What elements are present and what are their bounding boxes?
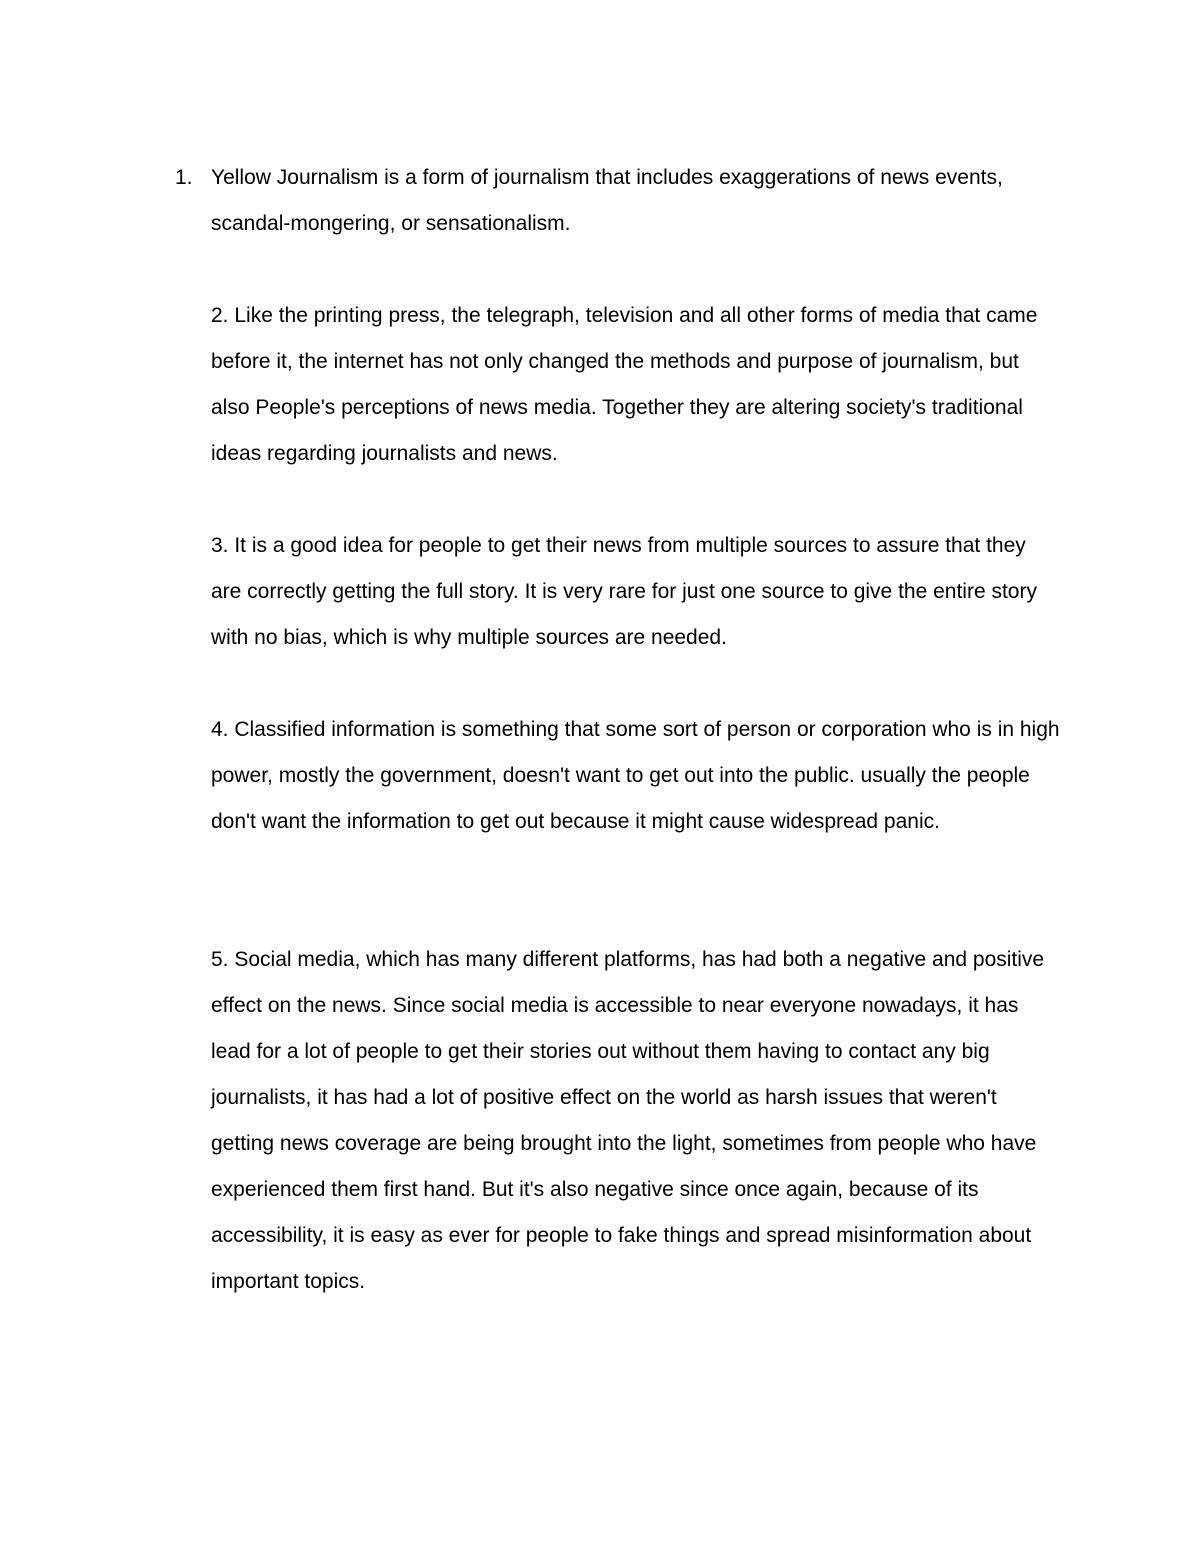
answer-1 [175,155,1061,247]
list-marker: 1. [175,166,193,189]
answer-3: 3. It is a good idea for people to get their news from multiple sources to assure that they are correctly getting the full story. It is very rare for just one source to give the entire story with no bias, which is why multiple sources are needed. [211,534,1037,649]
answer-5: 5. Social media, which has many different platforms, has had both a negative and positive effect on the news. Since social media is accessible to near everyone nowadays, it has lead for a lot of people to get their stories out without them having to contact any big journalists, it has had a lot of positive effect on the world as harsh issues that weren't getting news coverage are being brought into the light, sometimes from people who have experienced them first hand. But it's also negative since once again, because of its accessibility, it is easy as ever for people to fake things and spread misinformation about important topics. [211,948,1045,1293]
answer-4: 4. Classified information is something that some sort of person or corporation who is in high power, mostly the government, doesn't want to get out into the public. usually the people don't want the information to get out because it might cause widespread panic. [211,718,1060,833]
answer-1-text: Yellow Journalism is a form of journalism that includes exaggerations of news events, scandal-mongering, or sensationalism. [211,166,1003,235]
answer-2: 2. Like the printing press, the telegraph, television and all other forms of media that came before it, the internet has not only changed the methods and purpose of journalism, but also People's perceptions of news media. Together they are altering society's traditional ideas regarding journalists and news. [211,304,1038,465]
